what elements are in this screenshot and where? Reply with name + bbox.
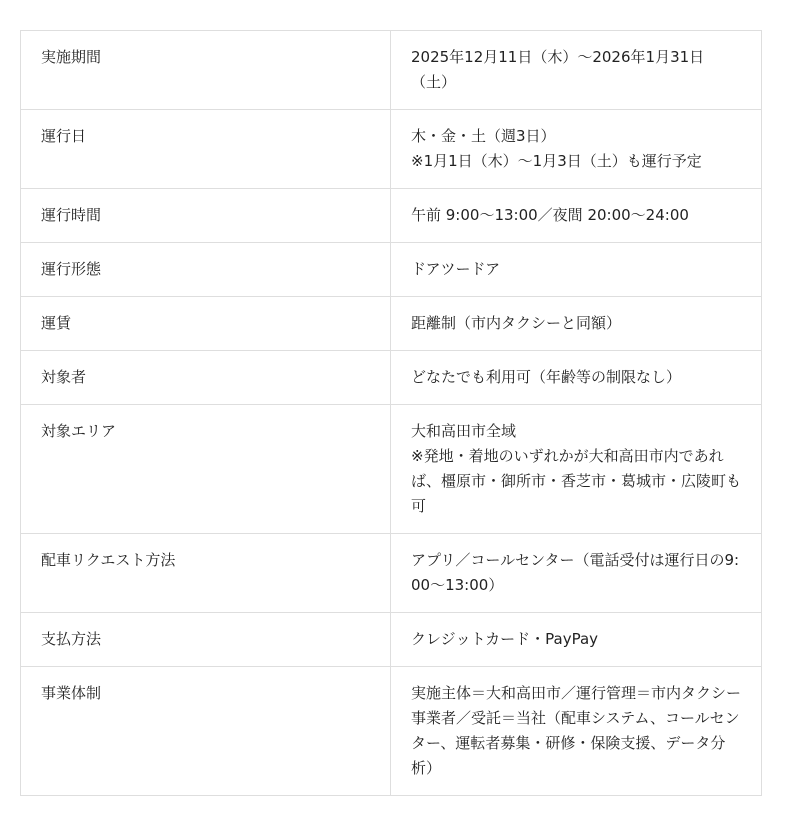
- table-row: [21, 351, 762, 405]
- table-row: [21, 243, 762, 297]
- value-line: ※1月1日（木）〜1月3日（土）も運行予定: [411, 152, 702, 170]
- table-row: [21, 297, 762, 351]
- row-label: 運行時間: [21, 189, 391, 243]
- value-line: どなたでも利用可（年齢等の制限なし）: [411, 368, 682, 386]
- table-row: [21, 667, 762, 796]
- value-line: ドアツードア: [411, 260, 501, 278]
- value-line: 実施主体＝大和高田市／運行管理＝市内タクシー事業者／受託＝当社（配車システム、コールセンター、運転者募集・研修・保険支援、データ分析）: [411, 684, 742, 777]
- row-value: [391, 110, 762, 189]
- row-value: [391, 667, 762, 796]
- value-line: 距離制（市内タクシーと同額）: [411, 314, 622, 332]
- row-label: 支払方法: [21, 613, 391, 667]
- row-value: [391, 31, 762, 110]
- table-row: [21, 405, 762, 534]
- row-label: 事業体制: [21, 667, 391, 796]
- row-label: 運行日: [21, 110, 391, 189]
- value-line: 午前 9:00〜13:00／夜間 20:00〜24:00: [411, 206, 689, 224]
- value-line: 木・金・土（週3日）: [411, 127, 556, 145]
- table-row: [21, 613, 762, 667]
- row-label: 運賃: [21, 297, 391, 351]
- row-value: [391, 243, 762, 297]
- row-label: 運行形態: [21, 243, 391, 297]
- row-value: [391, 405, 762, 534]
- row-value: [391, 613, 762, 667]
- table-row: [21, 31, 762, 110]
- value-line: アプリ／コールセンター（電話受付は運行日の9:00〜13:00）: [411, 551, 740, 594]
- service-info-table: [20, 30, 762, 796]
- row-label: 対象エリア: [21, 405, 391, 534]
- row-value: [391, 297, 762, 351]
- value-line: ※発地・着地のいずれかが大和高田市内であれば、橿原市・御所市・香芝市・葛城市・広陵町も可: [411, 447, 742, 515]
- row-value: [391, 189, 762, 243]
- row-label: 対象者: [21, 351, 391, 405]
- value-line: 2025年12月11日（木）〜2026年1月31日（土）: [411, 48, 705, 91]
- table-row: [21, 534, 762, 613]
- value-line: 大和高田市全域: [411, 422, 517, 440]
- row-label: 実施期間: [21, 31, 391, 110]
- row-label: 配車リクエスト方法: [21, 534, 391, 613]
- table-row: [21, 110, 762, 189]
- value-line: クレジットカード・PayPay: [411, 630, 599, 648]
- row-value: [391, 351, 762, 405]
- row-value: [391, 534, 762, 613]
- table-row: [21, 189, 762, 243]
